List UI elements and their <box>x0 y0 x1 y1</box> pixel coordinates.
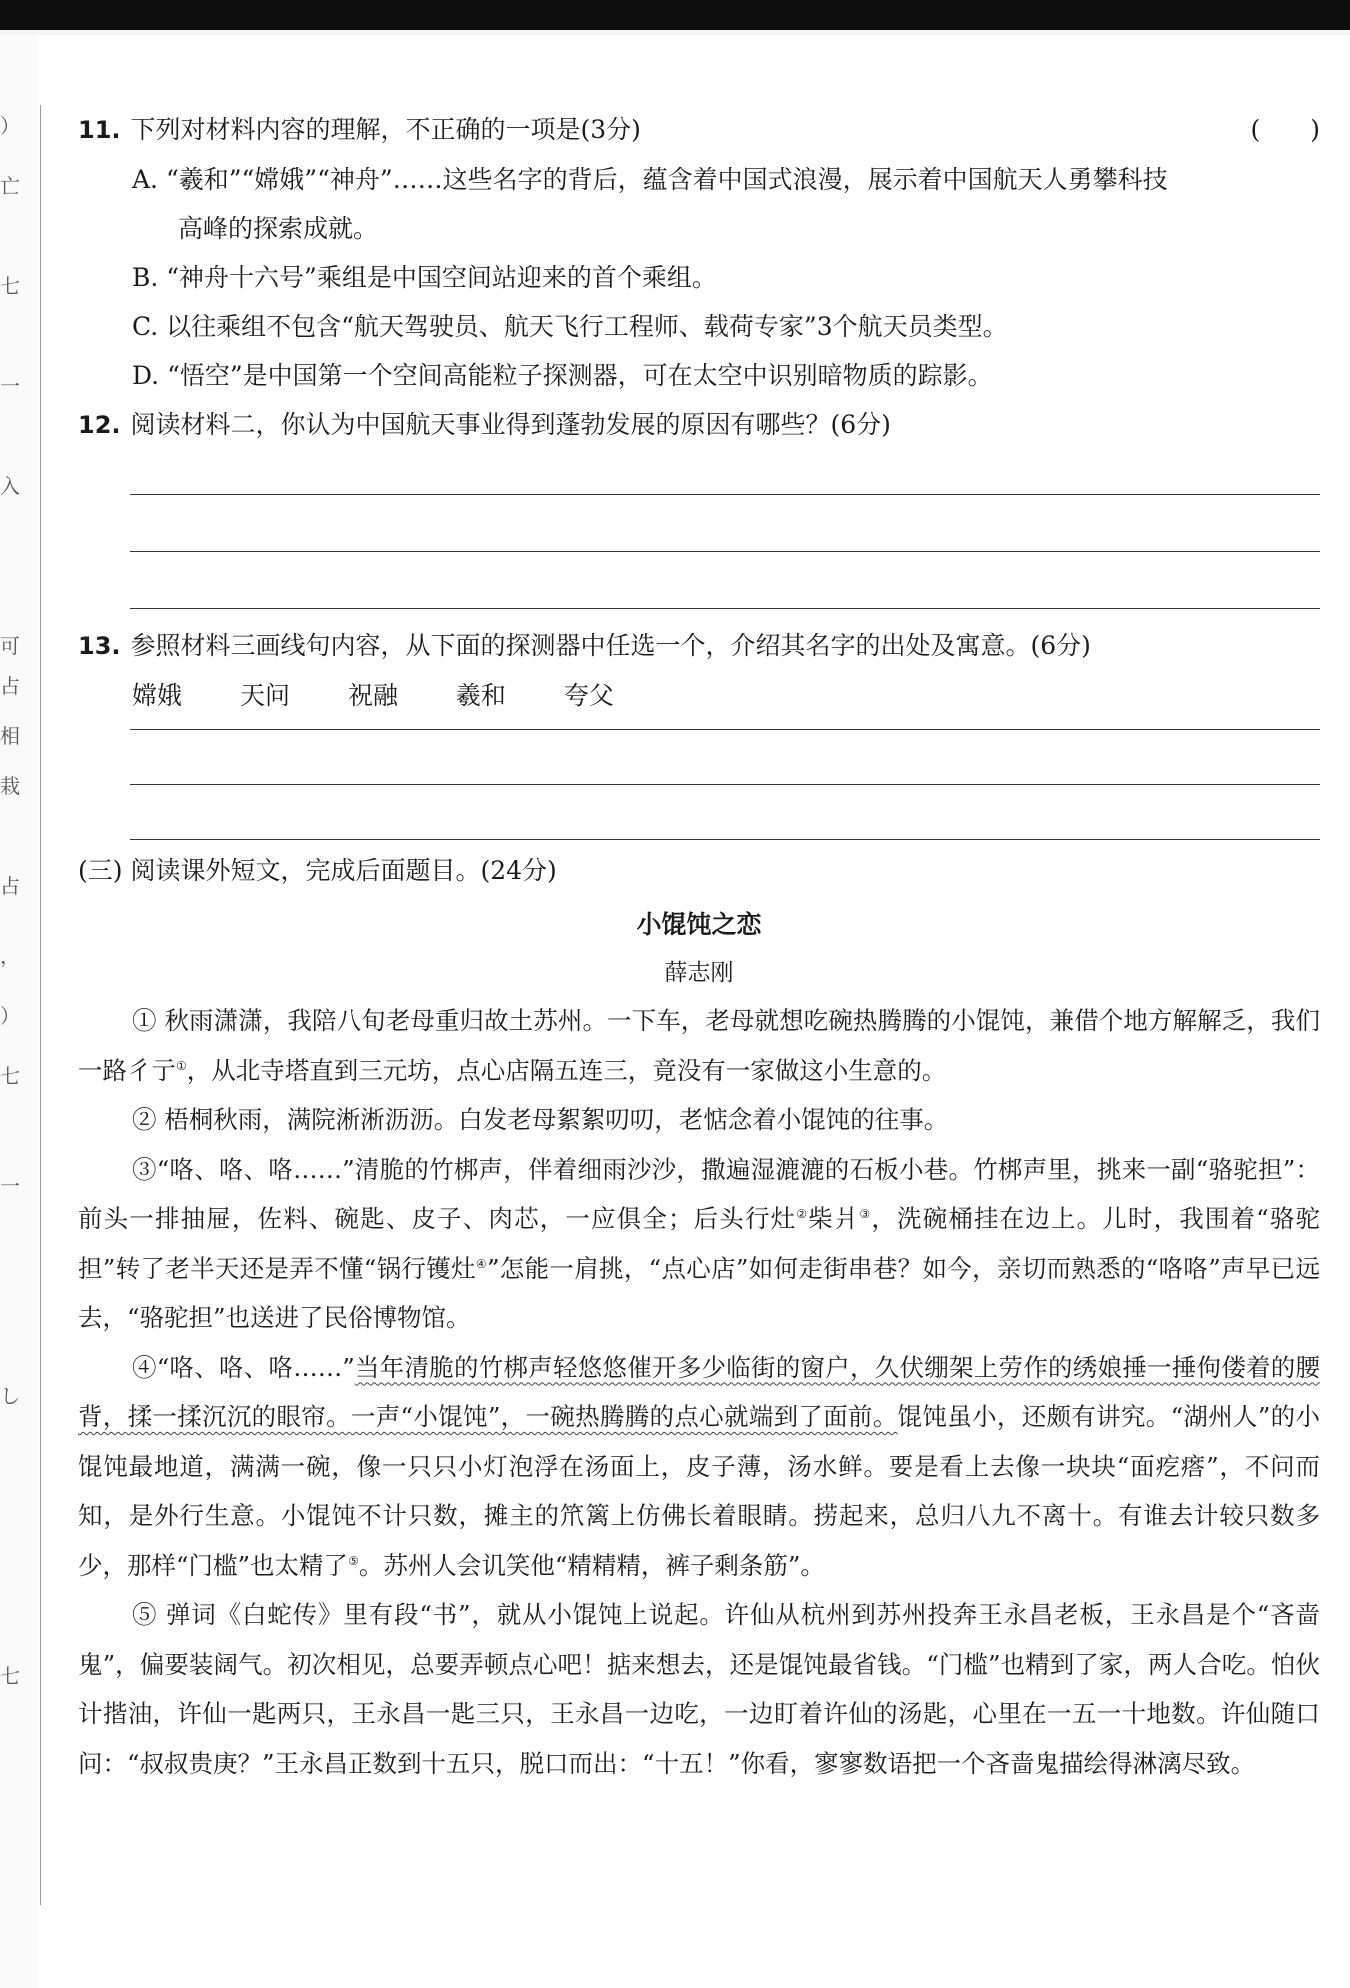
margin-glyph: 入 <box>0 474 20 498</box>
answer-line[interactable] <box>130 839 1320 840</box>
option-b <box>78 253 1320 302</box>
option-d <box>78 351 1320 400</box>
option-text: “羲和”“嫦娥”“神舟”……这些名字的背后，蕴含着中国式浪漫，展示着中国航天人勇攀科技 <box>165 165 1168 194</box>
option-label: B. <box>132 263 159 292</box>
probe-name: 羲和 <box>455 681 506 710</box>
option-text: “悟空”是中国第一个空间高能粒子探测器，可在太空中识别暗物质的踪影。 <box>167 361 993 390</box>
question-stem: 下列对材料内容的理解，不正确的一项是(3分) <box>130 115 641 144</box>
margin-glyph: 栽 <box>0 774 20 798</box>
question-13 <box>78 621 1320 671</box>
paragraph-5: ⑤ 弹词《白蛇传》里有段“书”，就从小馄饨上说起。许仙从杭州到苏州投奔王永昌老板，王永昌是个“吝啬鬼”，偏要装阔气。初次相见，总要弄顿点心吧！掂来想去，还是馄饨最省钱。“门槛”也精到了家，两人合吃。怕伙计揩油，许仙一匙两只，王永昌一匙三只，王永昌一边吃，一边盯着许仙的汤匙，心里在一五一十地数。许仙随口问：“叔叔贵庚？”王永昌正数到十五只，脱口而出：“十五！”你看，寥寥数语把一个吝啬鬼描绘得淋漓尽致。 <box>78 1600 1320 1778</box>
margin-glyph: し <box>0 1384 20 1408</box>
option-text: 以往乘组不包含“航天驾驶员、航天飞行工程师、载荷专家”3个航天员类型。 <box>166 312 1008 341</box>
paragraph-text: 馄饨虽小，还颇有讲究。“湖州人”的小馄饨最地道，满满一碗，像一只只小灯泡浮在汤面上，皮子薄，汤水鲜。要是看上去像一块块“面疙瘩”，不问而知，是外行生意。小馄饨不计只数，摊主的笊篱上仿佛长着眼睛。捞起来，总归八九不离十。有谁去计较只数多少，那样“门槛”也太精了 <box>78 1402 1320 1580</box>
footnote-marker: ② <box>796 1206 809 1221</box>
margin-glyph: 七 <box>0 274 20 298</box>
option-label: C. <box>132 312 159 341</box>
paragraph-3 <box>78 1145 1320 1343</box>
margin-glyph: 七 <box>0 1664 20 1688</box>
answer-bracket[interactable]: ( ) <box>1250 115 1320 144</box>
scan-top-border <box>0 0 1350 30</box>
paragraph-4 <box>78 1343 1320 1591</box>
question-number: 12. <box>78 411 121 439</box>
probe-name: 夸父 <box>563 681 614 710</box>
paragraph-text: ③“咯、咯、咯……”清脆的竹梆声，伴着细雨沙沙，撒遍湿漉漉的石板小巷。竹梆声里，挑来一副“骆驼担”：前头一排抽屉，佐料、碗匙、皮子、肉芯，一应俱全；后头行灶 <box>78 1154 1320 1233</box>
option-text: “神舟十六号”乘组是中国空间站迎来的首个乘组。 <box>166 263 717 292</box>
wavy-underlined-sentence: 当年清脆的竹梆声轻悠悠催开多少临街的窗户，久伏绷架上劳作的绣娘捶一捶佝偻着的腰背，揉一揉沉沉的眼帘。一声“小馄饨”，一碗热腾腾的点心就端到了面前。 <box>78 1352 1320 1431</box>
paragraph-text: ① 秋雨潇潇，我陪八旬老母重归故土苏州。一下车，老母就想吃碗热腾腾的小馄饨，兼借个地方解解乏，我们一路彳亍 <box>78 1006 1320 1085</box>
margin-glyph: ， <box>0 944 20 968</box>
footnote-marker: ① <box>176 1058 187 1073</box>
paragraph-text: 。苏州人会讥笑他“精精精，裤子剩条筋”。 <box>358 1550 825 1580</box>
section-header: (三) 阅读课外短文，完成后面题目。(24分) <box>78 856 557 885</box>
paragraph-text: ④“咯、咯、咯……” <box>132 1352 355 1382</box>
paragraph-text: ，洗碗桶挂在边上。儿时，我围着“骆驼担”转了老半天还是弄不懂“锅行镬灶 <box>78 1204 1321 1283</box>
option-label: D. <box>132 361 160 390</box>
paragraph-text: ，从北寺塔直到三元坊，点心店隔五连三，竟没有一家做这小生意的。 <box>186 1055 947 1085</box>
article-title: 小馄饨之恋 <box>636 910 762 939</box>
paragraph-2: ② 梧桐秋雨，满院淅淅沥沥。白发老母絮絮叨叨，老惦念着小馄饨的往事。 <box>132 1105 949 1134</box>
margin-glyph: 亡 <box>0 174 20 198</box>
paragraph-text: ”怎能一肩挑，“点心店”如何走街串巷？如今，亲切而熟悉的“咯咯”声早已远去，“骆驼担”也送进了民俗博物馆。 <box>78 1253 1320 1332</box>
scan-top-gap <box>0 30 1350 35</box>
option-a <box>78 155 1320 204</box>
footnote-marker: ⑤ <box>348 1553 359 1568</box>
option-c <box>78 302 1320 351</box>
exam-page <box>78 105 1320 1788</box>
margin-glyph: 可 <box>0 634 20 658</box>
margin-glyph: 一 <box>0 1174 20 1198</box>
paragraph-text: 柴爿 <box>808 1204 860 1233</box>
margin-glyph: ） <box>0 114 20 138</box>
probe-names <box>78 671 1320 721</box>
article-author: 薛志刚 <box>664 960 734 986</box>
question-12 <box>78 400 1320 450</box>
margin-rule <box>40 105 41 1905</box>
question-number: 13. <box>78 632 121 660</box>
margin-glyph: 占 <box>0 674 20 698</box>
margin-glyph: 相 <box>0 724 20 748</box>
margin-glyph: 占 <box>0 874 20 898</box>
probe-name: 嫦娥 <box>132 681 183 710</box>
question-11 <box>78 105 1320 155</box>
margin-glyph: 一 <box>0 374 20 398</box>
paragraph-1 <box>78 996 1320 1095</box>
margin-glyph: ） <box>0 1004 20 1028</box>
margin-glyph: 七 <box>0 1064 20 1088</box>
probe-name: 祝融 <box>347 681 398 710</box>
question-stem: 参照材料三画线句内容，从下面的探测器中任选一个，介绍其名字的出处及寓意。(6分) <box>130 631 1091 660</box>
probe-name: 天问 <box>239 681 290 710</box>
option-label: A. <box>132 165 159 194</box>
question-number: 11. <box>78 116 121 144</box>
footnote-marker: ③ <box>859 1206 872 1221</box>
option-a-continued: 高峰的探索成就。 <box>178 214 379 243</box>
footnote-marker: ④ <box>475 1256 487 1271</box>
question-stem: 阅读材料二，你认为中国航天事业得到蓬勃发展的原因有哪些？(6分) <box>130 410 891 439</box>
